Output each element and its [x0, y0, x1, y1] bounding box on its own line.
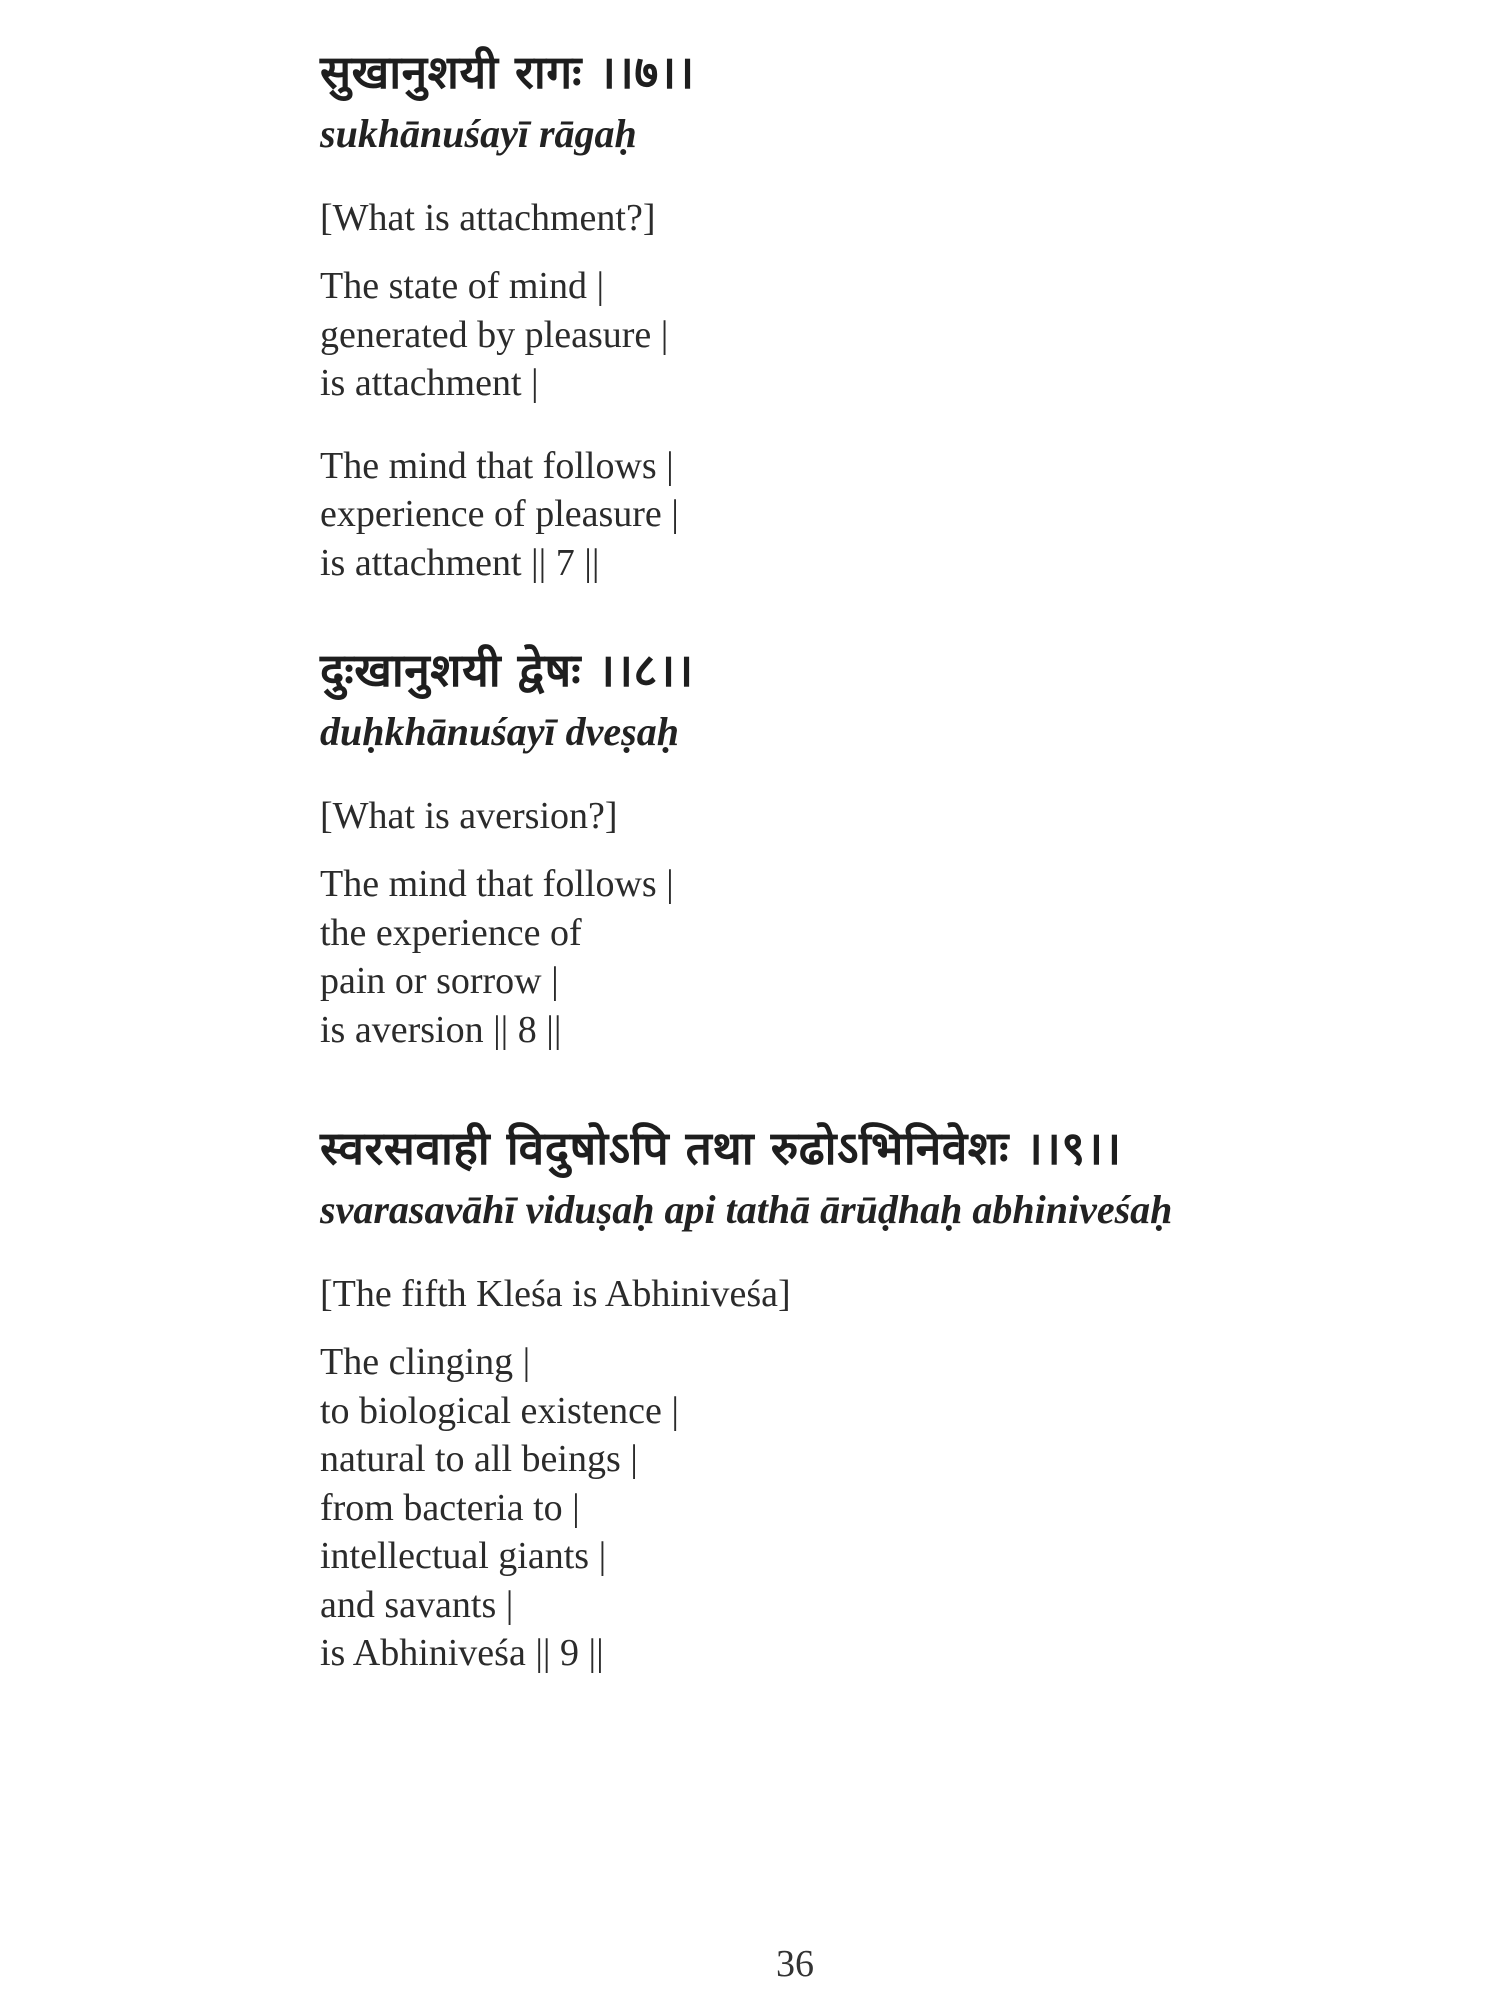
commentary-line: is aversion || 8 ||: [320, 1008, 562, 1051]
commentary-stanza: [320, 442, 695, 588]
commentary-line: pain or sorrow |: [320, 960, 559, 1002]
commentary-line: is attachment || 7 ||: [320, 541, 600, 584]
commentary-line: is Abhiniveśa || 9 ||: [320, 1632, 604, 1674]
commentary-line: natural to all beings |: [320, 1438, 638, 1480]
section-question: [What is attachment?]: [320, 197, 656, 239]
sutra-7: [320, 42, 695, 587]
sanskrit-verse: दुःखानुशयी द्वेषः ।।८।।: [320, 643, 694, 697]
commentary-line: the experience of: [320, 911, 582, 954]
commentary-line: The state of mind |: [320, 265, 605, 307]
page-number: 36: [776, 1943, 814, 1985]
commentary-line: is attachment |: [320, 362, 539, 404]
sanskrit-verse: सुखानुशयी रागः ।।७।।: [320, 45, 695, 99]
commentary-line: intellectual giants |: [320, 1535, 607, 1577]
sutra-9: [320, 1118, 1172, 1678]
commentary-stanza: [320, 1338, 1172, 1678]
commentary-line: The clinging |: [320, 1341, 531, 1383]
commentary-stanza: [320, 860, 694, 1054]
commentary-line: and savants |: [320, 1583, 514, 1626]
commentary-line: experience of pleasure |: [320, 493, 679, 535]
commentary-line: generated by pleasure |: [320, 313, 669, 356]
transliteration: sukhānuśayī rāgaḥ: [320, 111, 637, 156]
sanskrit-verse: स्वरसवाही विदुषोऽपि तथा रुढोऽभिनिवेशः ।।९।।: [320, 1121, 1122, 1175]
sutra-8: [320, 640, 694, 1054]
section-question: [The fifth Kleśa is Abhiniveśa]: [320, 1273, 791, 1315]
commentary-stanza: [320, 262, 695, 408]
commentary-line: from bacteria to |: [320, 1486, 580, 1529]
commentary-line: to biological existence |: [320, 1389, 679, 1432]
commentary-line: The mind that follows |: [320, 444, 674, 487]
commentary-line: The mind that follows |: [320, 863, 674, 905]
section-question: [What is aversion?]: [320, 795, 618, 837]
transliteration: duḥkhānuśayī dveṣaḥ: [320, 709, 679, 754]
transliteration: svarasavāhī viduṣaḥ api tathā ārūḍhaḥ abhiniveśaḥ: [320, 1187, 1173, 1232]
